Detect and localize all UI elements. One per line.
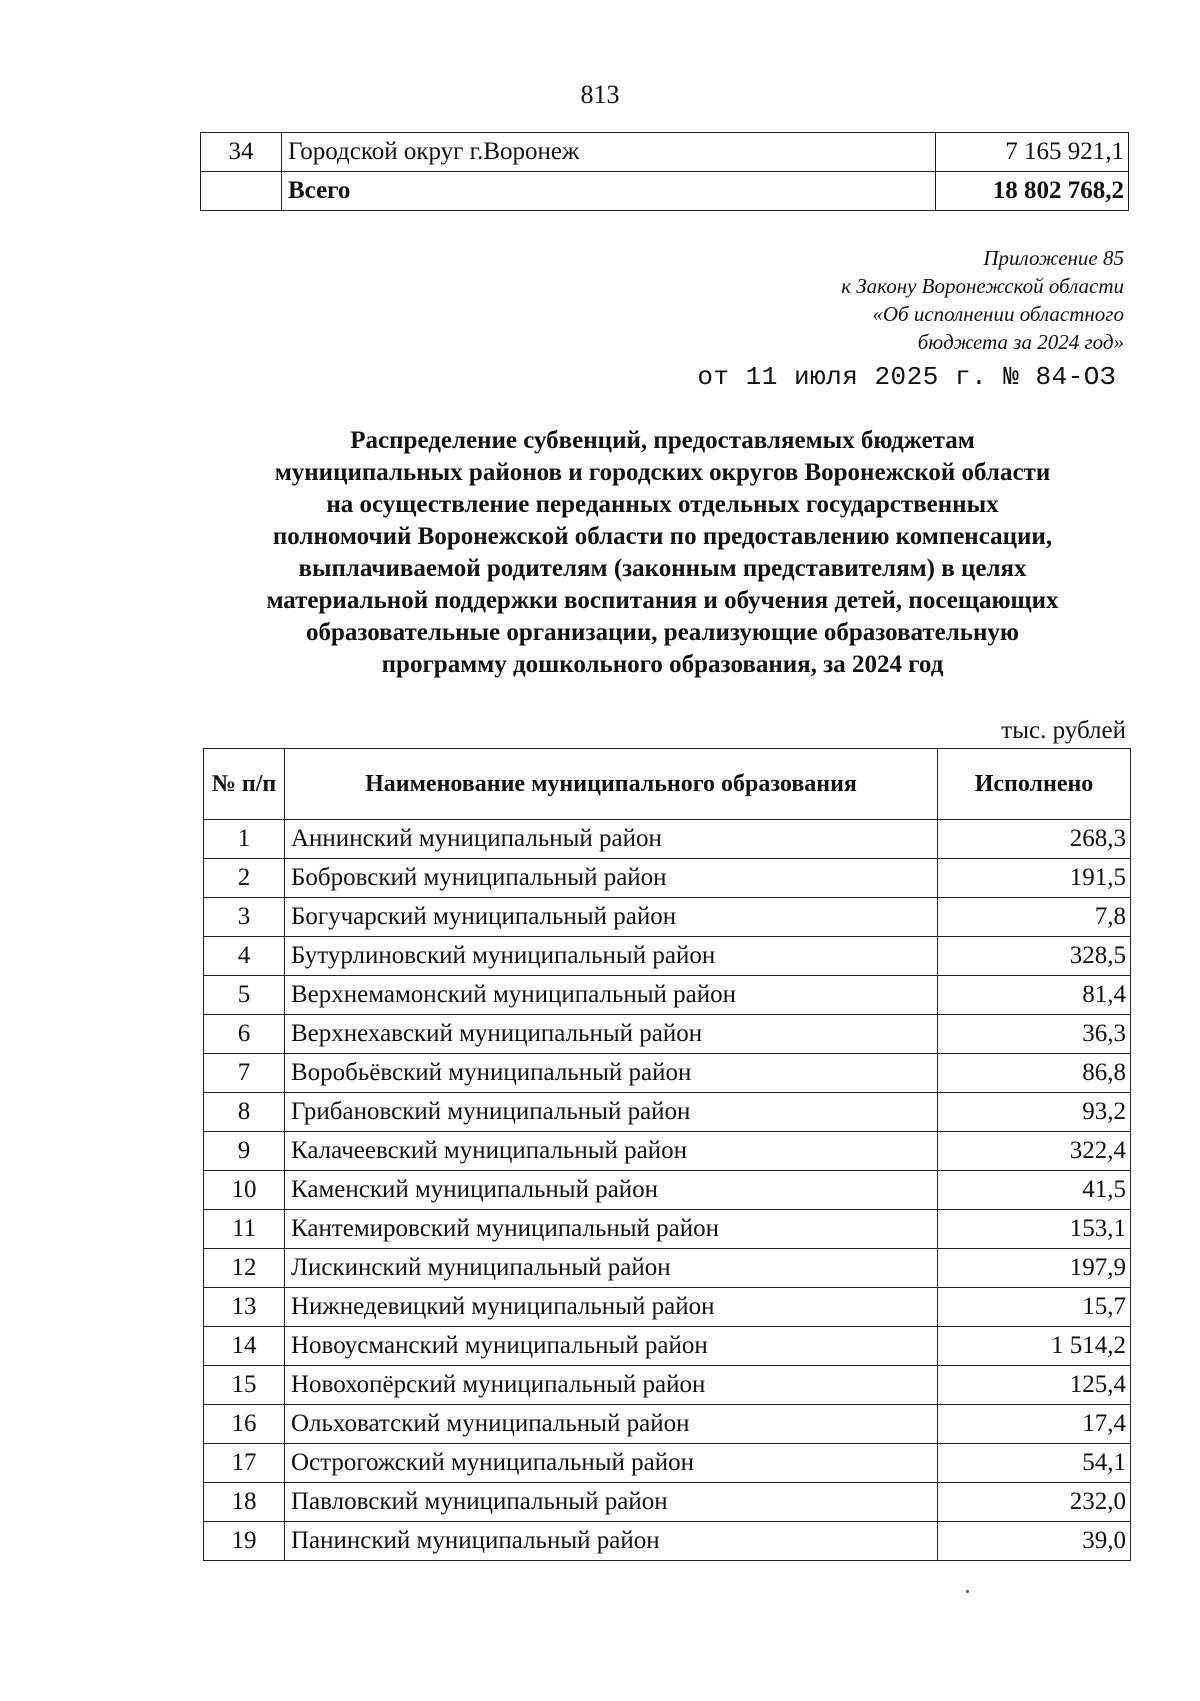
table-row bbox=[204, 1405, 1131, 1444]
title-line: муниципальных районов и городских округов Воронежской области bbox=[274, 459, 1051, 486]
row-name: Ольховатский муниципальный район bbox=[285, 1405, 938, 1444]
appendix-line: к Закону Воронежской области bbox=[841, 274, 1124, 298]
row-number: 15 bbox=[204, 1366, 285, 1405]
row-number: 5 bbox=[204, 976, 285, 1015]
table-row bbox=[204, 1444, 1131, 1483]
row-value: 15,7 bbox=[938, 1288, 1131, 1327]
table-row bbox=[204, 898, 1131, 937]
table-row bbox=[204, 1288, 1131, 1327]
table-row bbox=[204, 937, 1131, 976]
title-line: материальной поддержки воспитания и обучения детей, посещающих bbox=[266, 587, 1059, 614]
row-name: Панинский муниципальный район bbox=[285, 1522, 938, 1561]
row-name: Кантемировский муниципальный район bbox=[285, 1210, 938, 1249]
row-name: Богучарский муниципальный район bbox=[285, 898, 938, 937]
row-value: 322,4 bbox=[938, 1132, 1131, 1171]
row-number: 4 bbox=[204, 937, 285, 976]
row-name: Верхнехавский муниципальный район bbox=[285, 1015, 938, 1054]
row-name: Острогожский муниципальный район bbox=[285, 1444, 938, 1483]
row-value: 268,3 bbox=[938, 820, 1131, 859]
row-number: 12 bbox=[204, 1249, 285, 1288]
table-row bbox=[204, 1327, 1131, 1366]
row-name: Каменский муниципальный район bbox=[285, 1171, 938, 1210]
subsidy-table bbox=[203, 748, 1131, 1561]
row-value: 232,0 bbox=[938, 1483, 1131, 1522]
row-number: 7 bbox=[204, 1054, 285, 1093]
title-line: полномочий Воронежской области по предоставлению компенсации, bbox=[272, 523, 1053, 550]
row-number: 6 bbox=[204, 1015, 285, 1054]
table-row bbox=[204, 1210, 1131, 1249]
total-row bbox=[201, 172, 1129, 211]
row-number: 3 bbox=[204, 898, 285, 937]
row-name: Грибановский муниципальный район bbox=[285, 1093, 938, 1132]
title-line: на осуществление переданных отдельных государственных bbox=[326, 491, 999, 518]
table-header-row bbox=[204, 749, 1131, 820]
table-row bbox=[204, 1522, 1131, 1561]
table-row bbox=[204, 1366, 1131, 1405]
total-empty-cell bbox=[201, 172, 282, 211]
table-row bbox=[204, 1054, 1131, 1093]
row-number: 13 bbox=[204, 1288, 285, 1327]
row-name: Лискинский муниципальный район bbox=[285, 1249, 938, 1288]
row-name: Бобровский муниципальный район bbox=[285, 859, 938, 898]
row-number: 2 bbox=[204, 859, 285, 898]
table-row bbox=[204, 1171, 1131, 1210]
row-name: Нижнедевицкий муниципальный район bbox=[285, 1288, 938, 1327]
row-number: 1 bbox=[204, 820, 285, 859]
units-label: тыс. рублей bbox=[1001, 717, 1126, 744]
header-value: Исполнено bbox=[938, 749, 1131, 820]
row-value: 86,8 bbox=[938, 1054, 1131, 1093]
row-value: 41,5 bbox=[938, 1171, 1131, 1210]
table-row bbox=[204, 1132, 1131, 1171]
title-line: образовательные организации, реализующие образовательную bbox=[305, 619, 1020, 646]
row-number: 10 bbox=[204, 1171, 285, 1210]
row-value: 153,1 bbox=[938, 1210, 1131, 1249]
page-number: 813 bbox=[580, 80, 620, 109]
table-row bbox=[204, 820, 1131, 859]
table-body bbox=[204, 820, 1131, 1561]
row-value: 54,1 bbox=[938, 1444, 1131, 1483]
row-name: Калачеевский муниципальный район bbox=[285, 1132, 938, 1171]
row-number: 11 bbox=[204, 1210, 285, 1249]
row-number: 16 bbox=[204, 1405, 285, 1444]
row-number: 18 bbox=[204, 1483, 285, 1522]
row-value: 1 514,2 bbox=[938, 1327, 1131, 1366]
header-number: № п/п bbox=[204, 749, 285, 820]
total-label: Всего bbox=[282, 172, 936, 211]
row-value: 197,9 bbox=[938, 1249, 1131, 1288]
row-value: 39,0 bbox=[938, 1522, 1131, 1561]
appendix-line: Приложение 85 bbox=[983, 246, 1124, 270]
row-name: Верхнемамонский муниципальный район bbox=[285, 976, 938, 1015]
row-value: 81,4 bbox=[938, 976, 1131, 1015]
scan-speck bbox=[966, 1590, 969, 1593]
law-date: от 11 июля 2025 г. № 84-ОЗ bbox=[697, 362, 1116, 392]
table-row bbox=[201, 133, 1129, 172]
appendix-line: «Об исполнении областного bbox=[872, 302, 1124, 326]
table-row bbox=[204, 1015, 1131, 1054]
appendix-line: бюджета за 2024 год» bbox=[917, 330, 1124, 354]
total-value: 18 802 768,2 bbox=[936, 172, 1129, 211]
row-name: Воробьёвский муниципальный район bbox=[285, 1054, 938, 1093]
appendix-header bbox=[841, 244, 1124, 356]
title-line: программу дошкольного образования, за 2024 год bbox=[381, 651, 944, 678]
title-line: выплачиваемой родителям (законным представителям) в целях bbox=[298, 555, 1027, 582]
header-name: Наименование муниципального образования bbox=[285, 749, 938, 820]
table-row bbox=[204, 1093, 1131, 1132]
row-value: 36,3 bbox=[938, 1015, 1131, 1054]
row-name: Павловский муниципальный район bbox=[285, 1483, 938, 1522]
row-name: Новохопёрский муниципальный район bbox=[285, 1366, 938, 1405]
row-value: 17,4 bbox=[938, 1405, 1131, 1444]
row-value: 191,5 bbox=[938, 859, 1131, 898]
row-number: 9 bbox=[204, 1132, 285, 1171]
row-value: 7 165 921,1 bbox=[936, 133, 1129, 172]
row-number: 14 bbox=[204, 1327, 285, 1366]
row-name: Городской округ г.Воронеж bbox=[282, 133, 936, 172]
row-name: Бутурлиновский муниципальный район bbox=[285, 937, 938, 976]
row-value: 93,2 bbox=[938, 1093, 1131, 1132]
row-name: Аннинский муниципальный район bbox=[285, 820, 938, 859]
row-value: 7,8 bbox=[938, 898, 1131, 937]
row-value: 125,4 bbox=[938, 1366, 1131, 1405]
row-number: 8 bbox=[204, 1093, 285, 1132]
previous-table-tail bbox=[200, 132, 1129, 211]
row-number: 19 bbox=[204, 1522, 285, 1561]
title-line: Распределение субвенций, предоставляемых бюджетам bbox=[350, 427, 975, 454]
row-value: 328,5 bbox=[938, 937, 1131, 976]
table-row bbox=[204, 1483, 1131, 1522]
row-name: Новоусманский муниципальный район bbox=[285, 1327, 938, 1366]
row-number: 34 bbox=[201, 133, 282, 172]
table-row bbox=[204, 1249, 1131, 1288]
table-row bbox=[204, 976, 1131, 1015]
table-row bbox=[204, 859, 1131, 898]
row-number: 17 bbox=[204, 1444, 285, 1483]
document-title bbox=[195, 425, 1130, 681]
